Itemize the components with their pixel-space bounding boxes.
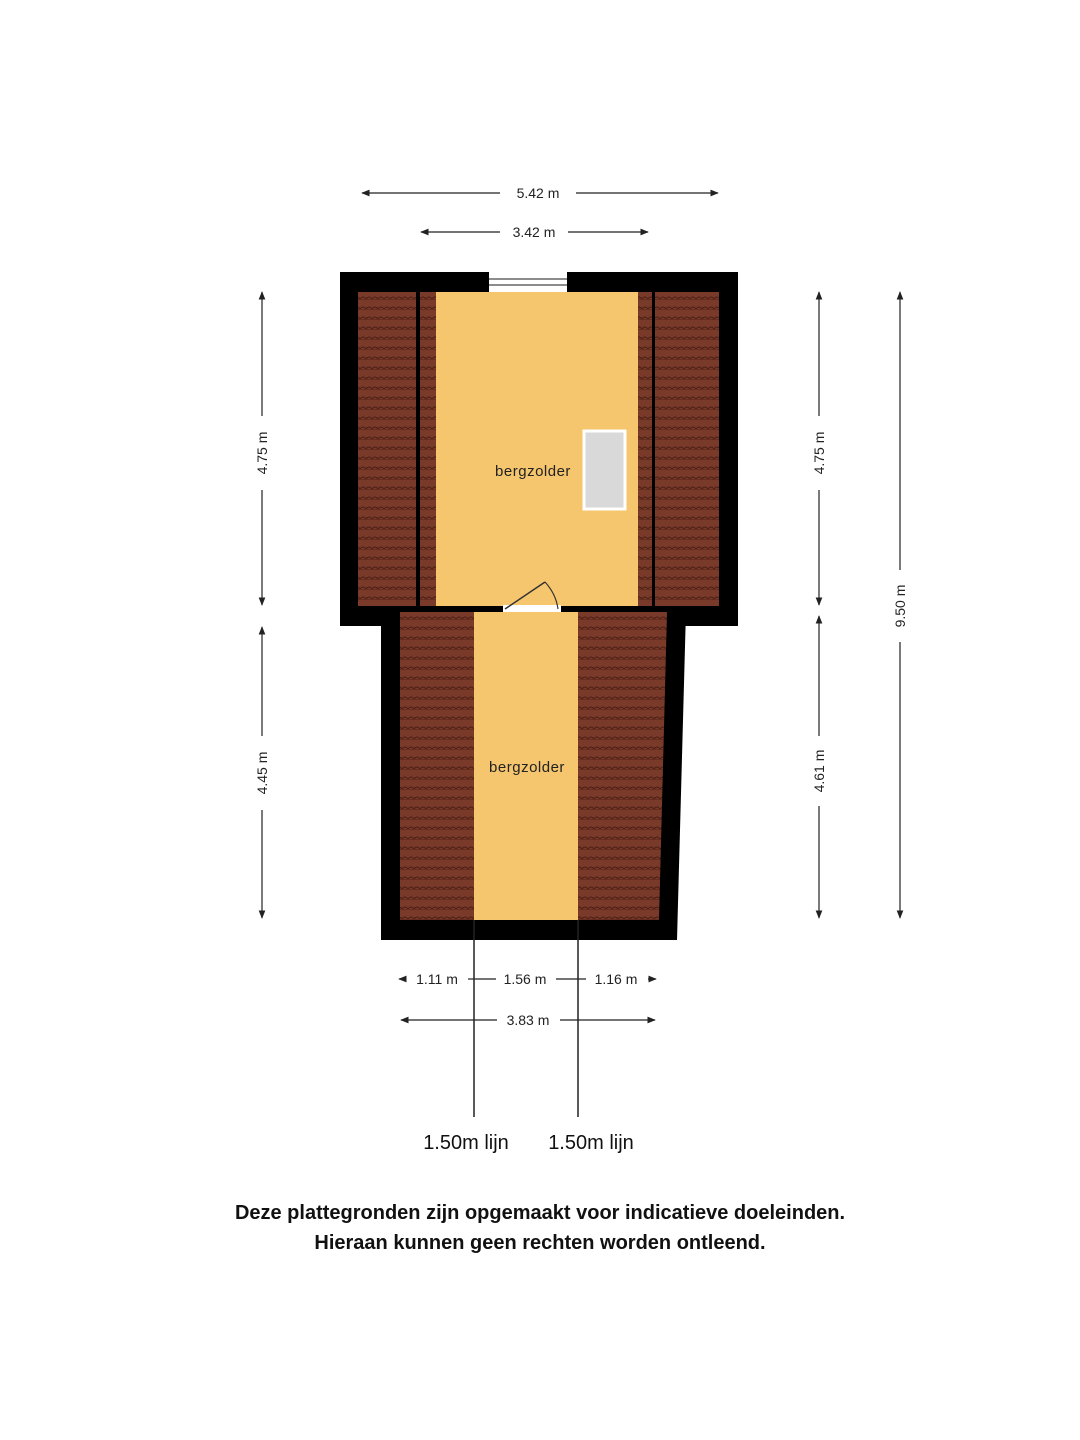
dim-left-lower: 4.45 m	[254, 751, 270, 795]
dim-bottom-total: 3.83 m	[506, 1012, 550, 1028]
dim-bottom-mid: 1.56 m	[503, 971, 547, 987]
dim-top-total: 5.42 m	[516, 185, 560, 201]
disclaimer	[0, 1198, 1080, 1258]
disclaimer-line-1: Deze plattegronden zijn opgemaakt voor indicatieve doeleinden.	[234, 1202, 846, 1224]
roof-lower-left	[400, 612, 474, 920]
room-label-upper: bergzolder	[495, 463, 571, 480]
dim-right-upper: 4.75 m	[811, 431, 827, 475]
room-label-lower: bergzolder	[489, 759, 565, 776]
dim-right-lower: 4.61 m	[811, 749, 827, 793]
disclaimer-line-2: Hieraan kunnen geen rechten worden ontleend.	[314, 1232, 766, 1254]
roof-upper-right	[655, 292, 719, 606]
height-line-label-right: 1.50m lijn	[548, 1132, 634, 1154]
roof-upper-left-inner	[420, 292, 436, 606]
door-opening	[503, 605, 561, 612]
dim-bottom-right: 1.16 m	[594, 971, 638, 987]
roof-upper-right-inner	[638, 292, 652, 606]
roof-upper-left	[358, 292, 416, 606]
dim-top-inner: 3.42 m	[512, 224, 556, 240]
window-top	[489, 272, 567, 292]
height-line-label-left: 1.50m lijn	[423, 1132, 509, 1154]
roof-lower-right	[578, 612, 667, 920]
dim-bottom-left: 1.11 m	[416, 971, 458, 987]
dim-left-upper: 4.75 m	[254, 431, 270, 475]
skylight	[584, 431, 625, 509]
dim-right-total: 9.50 m	[892, 584, 908, 628]
